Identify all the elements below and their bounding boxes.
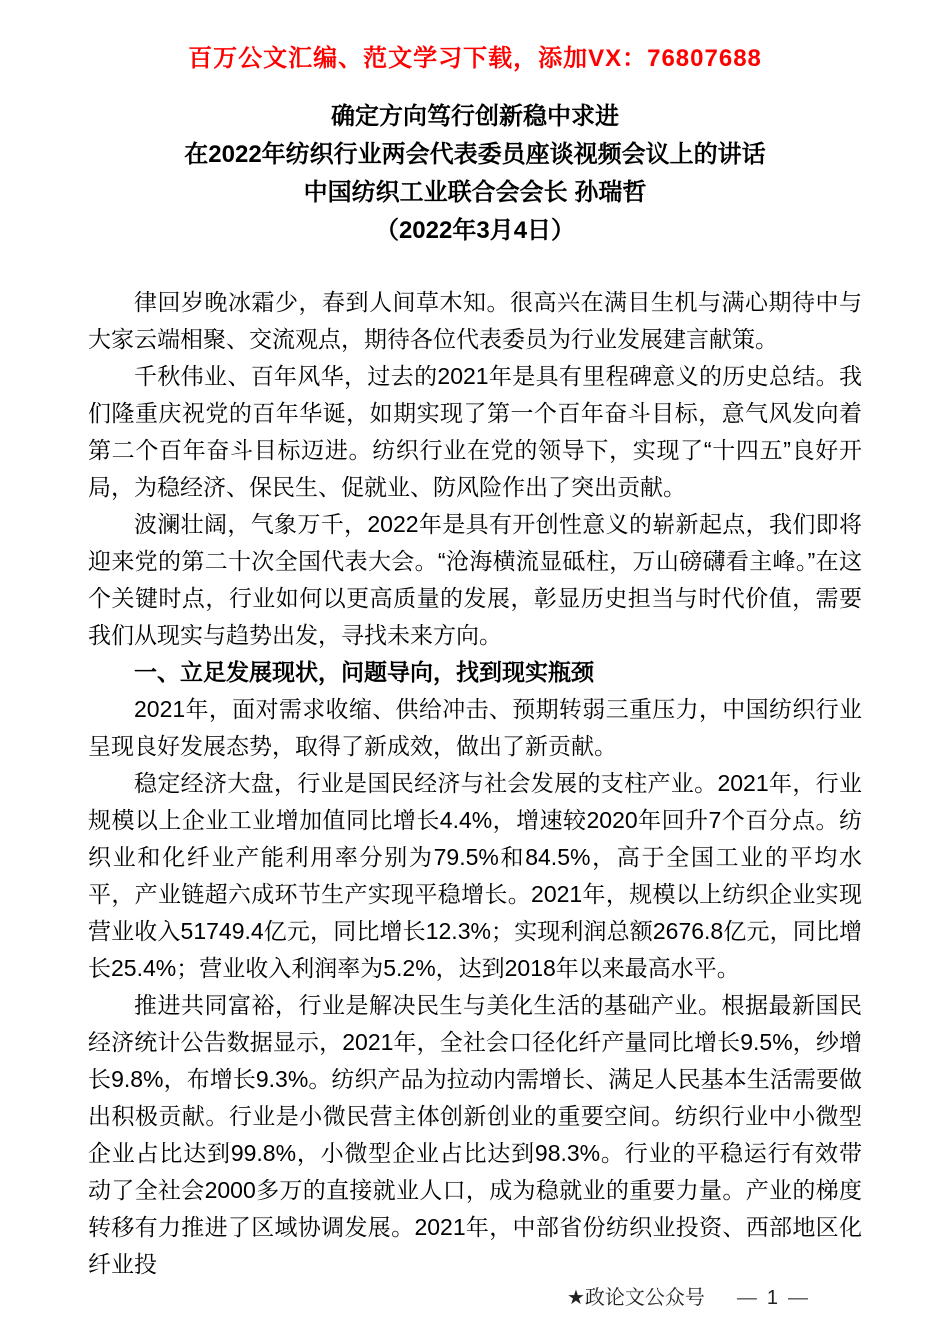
document-subtitle: 在2022年纺织行业两会代表委员座谈视频会议上的讲话 — [184, 141, 766, 168]
section-heading: 一、立足发展现状，问题导向，找到现实瓶颈 — [134, 659, 594, 685]
body-paragraph: 千秋伟业、百年风华，过去的2021年是具有里程碑意义的历史总结。我们隆重庆祝党的百年华诞，如期实现了第一个百年奋斗目标，意气风发向着第二个百年奋斗目标迈进。纺织行业在党的领导下，实现了“十四五”良好开局，为稳经济、保民生、促就业、防风险作出了突出贡献。 — [88, 363, 862, 500]
body-paragraph: 推进共同富裕，行业是解决民生与美化生活的基础产业。根据最新国民经济统计公告数据显示，2021年，全社会口径化纤产量同比增长9.5%，纱增长9.8%，布增长9.3%。纺织产品为拉动内需增长、满足人民基本生活需要做出积极贡献。行业是小微民营主体创新创业的重要空间。纺织行业中小微型企业占比达到99.8%，小微型企业占比达到98.3%。行业的平稳运行有效带动了全社会2000多万的直接就业人口，成为稳就业的重要力量。产业的梯度转移有力推进了区域协调发展。2021年，中部省份纺织业投资、西部地区化纤业投 — [88, 992, 862, 1277]
document-body — [88, 284, 862, 1283]
page-number-dash-right: — — [788, 1287, 808, 1309]
date-line: （2022年3月4日） — [374, 217, 576, 244]
author-line: 中国纺织工业联合会会长 孙瑞哲 — [303, 179, 647, 206]
document-title: 确定方向笃行创新稳中求进 — [331, 103, 619, 130]
page-number: 1 — [766, 1287, 778, 1309]
body-paragraph: 律回岁晚冰霜少，春到人间草木知。很高兴在满目生机与满心期待中与大家云端相聚、交流观点，期待各位代表委员为行业发展建言献策。 — [88, 289, 862, 352]
body-paragraph: 2021年，面对需求收缩、供给冲击、预期转弱三重压力，中国纺织行业呈现良好发展态势，取得了新成效，做出了新贡献。 — [88, 696, 862, 759]
footer-brand: ★政论文公众号 — [566, 1287, 705, 1309]
page-footer — [567, 1281, 818, 1310]
body-paragraph: 波澜壮阔，气象万千，2022年是具有开创性意义的崭新起点，我们即将迎来党的第二十次全国代表大会。“沧海横流显砥柱，万山磅礴看主峰。”在这个关键时点，行业如何以更高质量的发展，彰显历史担当与时代价值，需要我们从现实与趋势出发，寻找未来方向。 — [88, 511, 862, 648]
promo-banner: 百万公文汇编、范文学习下载，添加VX：76807688 — [188, 45, 762, 72]
body-paragraph: 稳定经济大盘，行业是国民经济与社会发展的支柱产业。2021年，行业规模以上企业工业增加值同比增长4.4%，增速较2020年回升7个百分点。纺织业和化纤业产能利用率分别为79.5%和84.5%，高于全国工业的平均水平，产业链超六成环节生产实现平稳增长。2021年，规模以上纺织企业实现营业收入51749.4亿元，同比增长12.3%；实现利润总额2676.8亿元，同比增长25.4%；营业收入利润率为5.2%，达到2018年以来最高水平。 — [88, 770, 862, 981]
title-block — [88, 98, 862, 250]
page-number-dash-left: — — [736, 1287, 757, 1309]
